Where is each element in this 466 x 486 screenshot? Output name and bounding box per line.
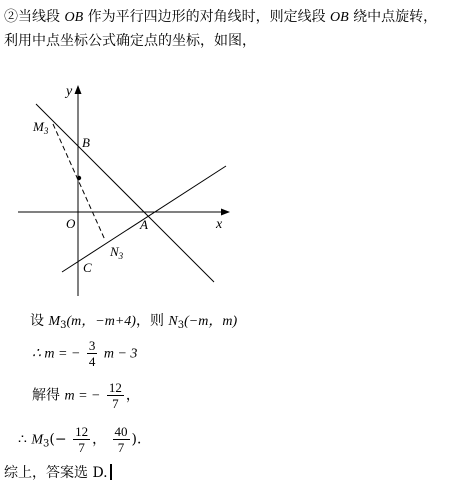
step-text: 设 xyxy=(30,313,44,329)
therefore-symbol: ∴ xyxy=(18,431,32,448)
paren-close: )． xyxy=(131,431,151,448)
intro-text: 作为平行四边形的对角线时，则定线段 xyxy=(87,9,326,25)
line-mba xyxy=(36,104,214,282)
coordinate-expression: (m，−m+4) xyxy=(66,314,136,329)
point-a-label: A xyxy=(140,217,148,232)
x-axis-label: x xyxy=(216,217,223,232)
subscript: 3 xyxy=(177,320,185,331)
fraction xyxy=(107,380,124,411)
y-axis-arrow xyxy=(75,85,82,94)
solution-step-1 xyxy=(30,310,237,331)
segment-label-ob: OB xyxy=(330,10,349,25)
point-c-label: C xyxy=(83,260,92,275)
solution-step-3 xyxy=(32,380,140,411)
answer-choice: D. xyxy=(92,465,108,481)
intro-text: ②当线段 xyxy=(4,9,60,25)
point-m3: M xyxy=(31,432,44,448)
equation-lhs: m = − xyxy=(64,388,101,404)
subscript: 3 xyxy=(43,438,50,450)
point-m3: M xyxy=(48,314,61,329)
equation-lhs: ∴ m = − xyxy=(32,346,81,362)
text-cursor xyxy=(110,464,112,480)
step-text: 解得 xyxy=(32,387,60,404)
point-m3-label: $M_3$ xyxy=(33,119,49,136)
fraction-numerator: 12 xyxy=(108,380,122,395)
x-axis-arrow xyxy=(221,209,230,216)
y-axis-label: y xyxy=(66,84,73,99)
point-n3-label: $N_3$ xyxy=(110,244,124,261)
comma: ， xyxy=(92,431,107,448)
fraction-numerator: 3 xyxy=(88,338,96,353)
equation-rhs: m − 3 xyxy=(103,346,138,362)
step-text: ，则 xyxy=(135,313,164,329)
solution-step-4 xyxy=(18,424,151,455)
fraction xyxy=(73,424,90,455)
fraction xyxy=(87,338,98,369)
solution-step-2 xyxy=(32,338,137,369)
subscript: 3 xyxy=(60,320,67,331)
conclusion-text: 综上，答案选 xyxy=(4,465,88,481)
fraction-numerator: 12 xyxy=(75,424,89,439)
dashed-segment-m3-n3 xyxy=(53,124,105,240)
conclusion-line xyxy=(4,462,112,482)
point-b-label: B xyxy=(82,135,90,150)
origin-label: O xyxy=(66,216,76,231)
paren-open: (− xyxy=(49,431,67,448)
segment-label-ob: OB xyxy=(64,10,84,25)
fraction-denominator: 4 xyxy=(88,354,96,369)
fraction-numerator: 40 xyxy=(114,424,128,439)
step-text: ， xyxy=(125,387,140,404)
fraction-denominator: 7 xyxy=(78,440,85,455)
fraction-denominator: 7 xyxy=(117,440,125,455)
coordinate-expression: (−m，m) xyxy=(184,314,238,329)
intro-text: 利用中点坐标公式确定点的坐标，如图， xyxy=(4,33,256,49)
midpoint-dot xyxy=(77,176,81,180)
point-n3: N xyxy=(168,314,178,329)
intro-text: 绕中点旋转， xyxy=(353,9,438,25)
fraction-denominator: 7 xyxy=(112,396,119,411)
fraction xyxy=(113,424,130,455)
